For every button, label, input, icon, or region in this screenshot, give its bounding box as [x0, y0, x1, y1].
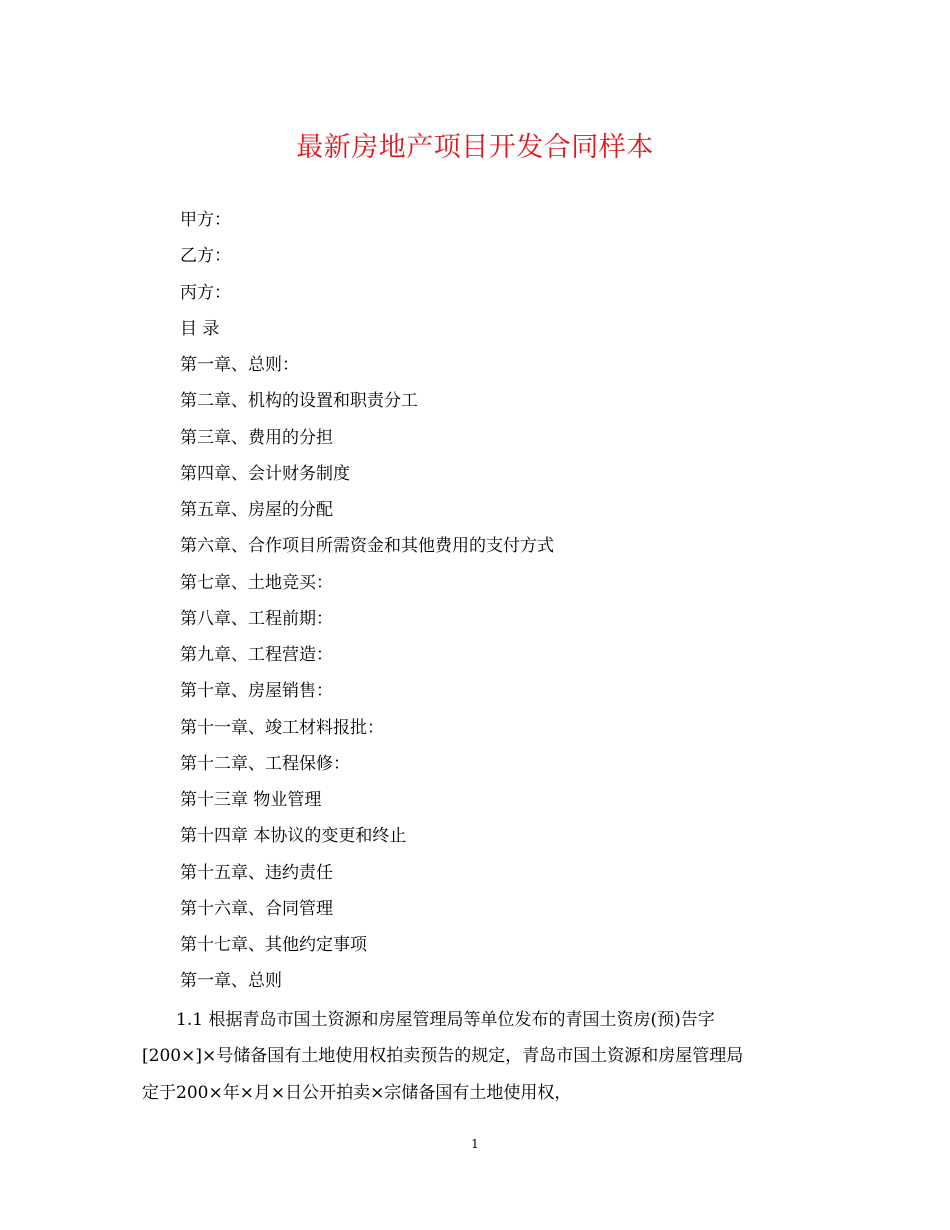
- toc-item-chapter-2: 第二章、机构的设置和职责分工: [180, 391, 418, 412]
- paragraph-line: 定于200×年×月×日公开拍卖×宗储备国有土地使用权，: [142, 1082, 572, 1103]
- toc-item-chapter-10: 第十章、房屋销售：: [180, 681, 333, 702]
- document-title: 最新房地产项目开发合同样本: [296, 132, 654, 163]
- document-lines: [180, 202, 820, 1000]
- toc-item-chapter-11: 第十一章、竣工材料报批：: [180, 717, 384, 738]
- toc-item-chapter-6: 第六章、合作项目所需资金和其他费用的支付方式: [180, 536, 554, 557]
- toc-item-chapter-12: 第十二章、工程保修：: [180, 753, 350, 774]
- party-c-line: 丙方：: [180, 282, 231, 303]
- toc-item-chapter-7: 第七章、土地竞买：: [180, 572, 333, 593]
- page-number: 1: [471, 1137, 479, 1151]
- toc-item-chapter-1: 第一章、总则：: [180, 355, 299, 375]
- party-b-line: 乙方：: [180, 246, 231, 267]
- toc-item-chapter-17: 第十七章、其他约定事项: [180, 935, 367, 955]
- body-paragraph: [142, 1002, 822, 1111]
- toc-item-chapter-13: 第十三章 物业管理: [180, 790, 322, 810]
- toc-item-chapter-16: 第十六章、合同管理: [180, 898, 333, 919]
- toc-item-chapter-14: 第十四章 本协议的变更和终止: [180, 826, 407, 847]
- toc-item-chapter-4: 第四章、会计财务制度: [180, 463, 350, 484]
- paragraph-line: [200×]×号储备国有土地使用权拍卖预告的规定，青岛市国土资源和房屋管理局: [142, 1046, 744, 1067]
- toc-item-chapter-15: 第十五章、违约责任: [180, 862, 333, 883]
- toc-item-chapter-5: 第五章、房屋的分配: [180, 500, 333, 520]
- toc-item-chapter-3: 第三章、费用的分担: [180, 427, 333, 448]
- party-a-line: 甲方：: [180, 210, 231, 230]
- toc-heading: 目 录: [180, 318, 220, 339]
- toc-item-chapter-9: 第九章、工程营造：: [180, 645, 333, 665]
- chapter-heading: 第一章、总则: [180, 971, 282, 992]
- toc-item-chapter-8: 第八章、工程前期：: [180, 608, 333, 629]
- paragraph-line: 1.1 根据青岛市国土资源和房屋管理局等单位发布的青国土资房(预)告字: [176, 1010, 715, 1030]
